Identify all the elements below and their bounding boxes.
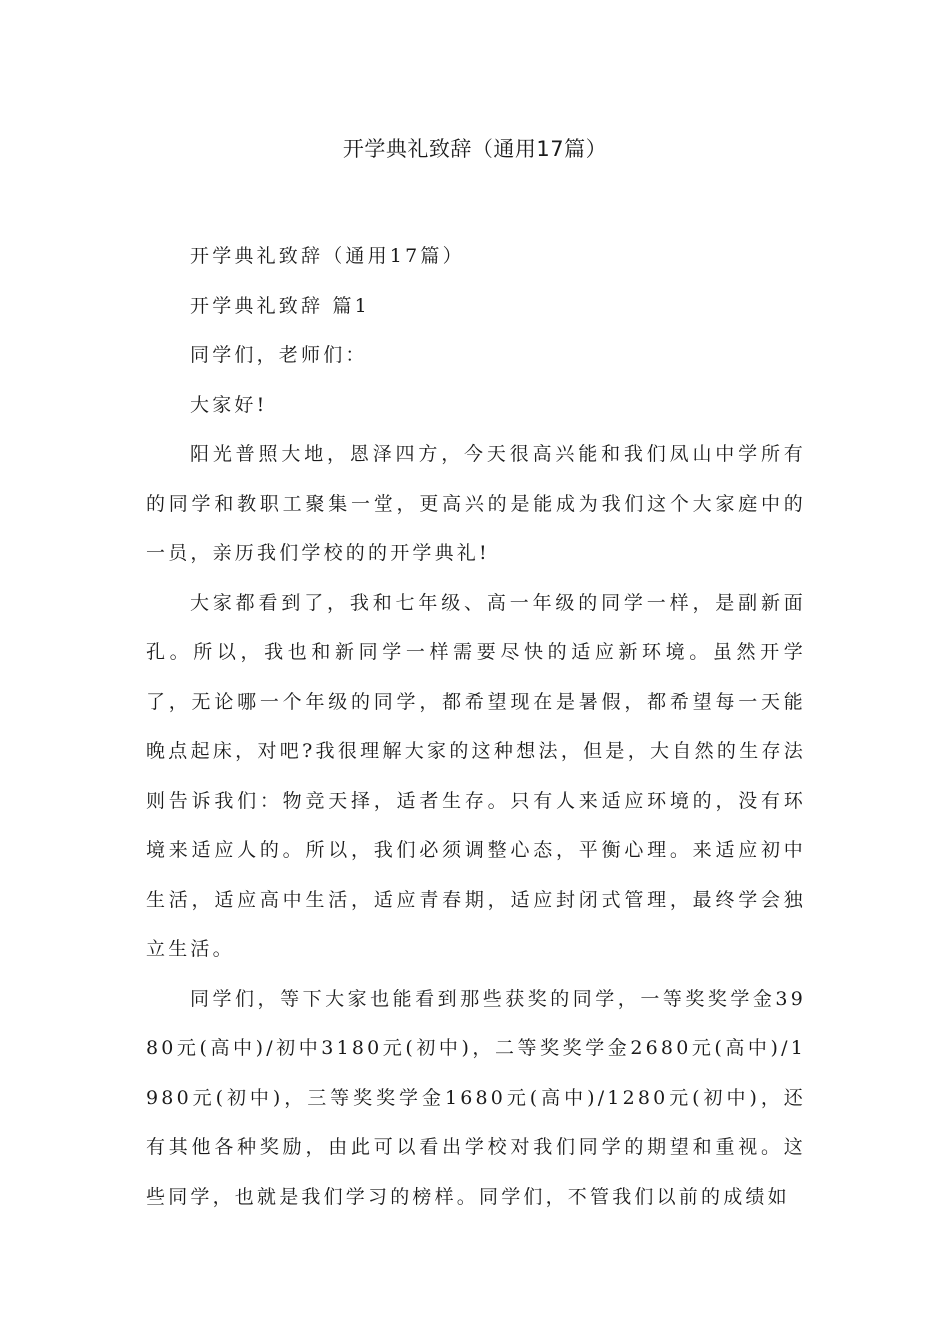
document-body [146,232,806,1222]
paragraph-greeting: 大家好! [190,393,268,416]
document-title: 开学典礼致辞（通用17篇） [342,137,608,161]
paragraph-awards: 同学们，等下大家也能看到那些获奖的同学，一等奖奖学金3980元(高中)/初中3180元(初中)，二等奖奖学金2680元(高中)/1980元(初中)，三等奖奖学金1680元(高中)/1280元(初中)，还有其他各种奖励，由此可以看出学校对我们同学的期望和重视。这些同学，也就是我们学习的榜样。同学们，不管我们以前的成绩如 [146,987,806,1208]
paragraph-section-heading: 开学典礼致辞 篇1 [190,294,370,317]
paragraph-adapt: 大家都看到了，我和七年级、高一年级的同学一样，是副新面孔。所以，我也和新同学一样需要尽快的适应新环境。虽然开学了，无论哪一个年级的同学，都希望现在是暑假，都希望每一天能晚点起床，对吧?我很理解大家的这种想法，但是，大自然的生存法则告诉我们：物竞天择，适者生存。只有人来适应环境的，没有环境来适应人的。所以，我们必须调整心态，平衡心理。来适应初中生活，适应高中生活，适应青春期，适应封闭式管理，最终学会独立生活。 [146,591,806,960]
paragraph-intro: 阳光普照大地，恩泽四方，今天很高兴能和我们凤山中学所有的同学和教职工聚集一堂，更高兴的是能成为我们这个大家庭中的一员，亲历我们学校的的开学典礼! [146,443,806,564]
paragraph-salutation: 同学们，老师们： [190,344,368,366]
paragraph-subtitle: 开学典礼致辞（通用17篇） [190,245,465,267]
